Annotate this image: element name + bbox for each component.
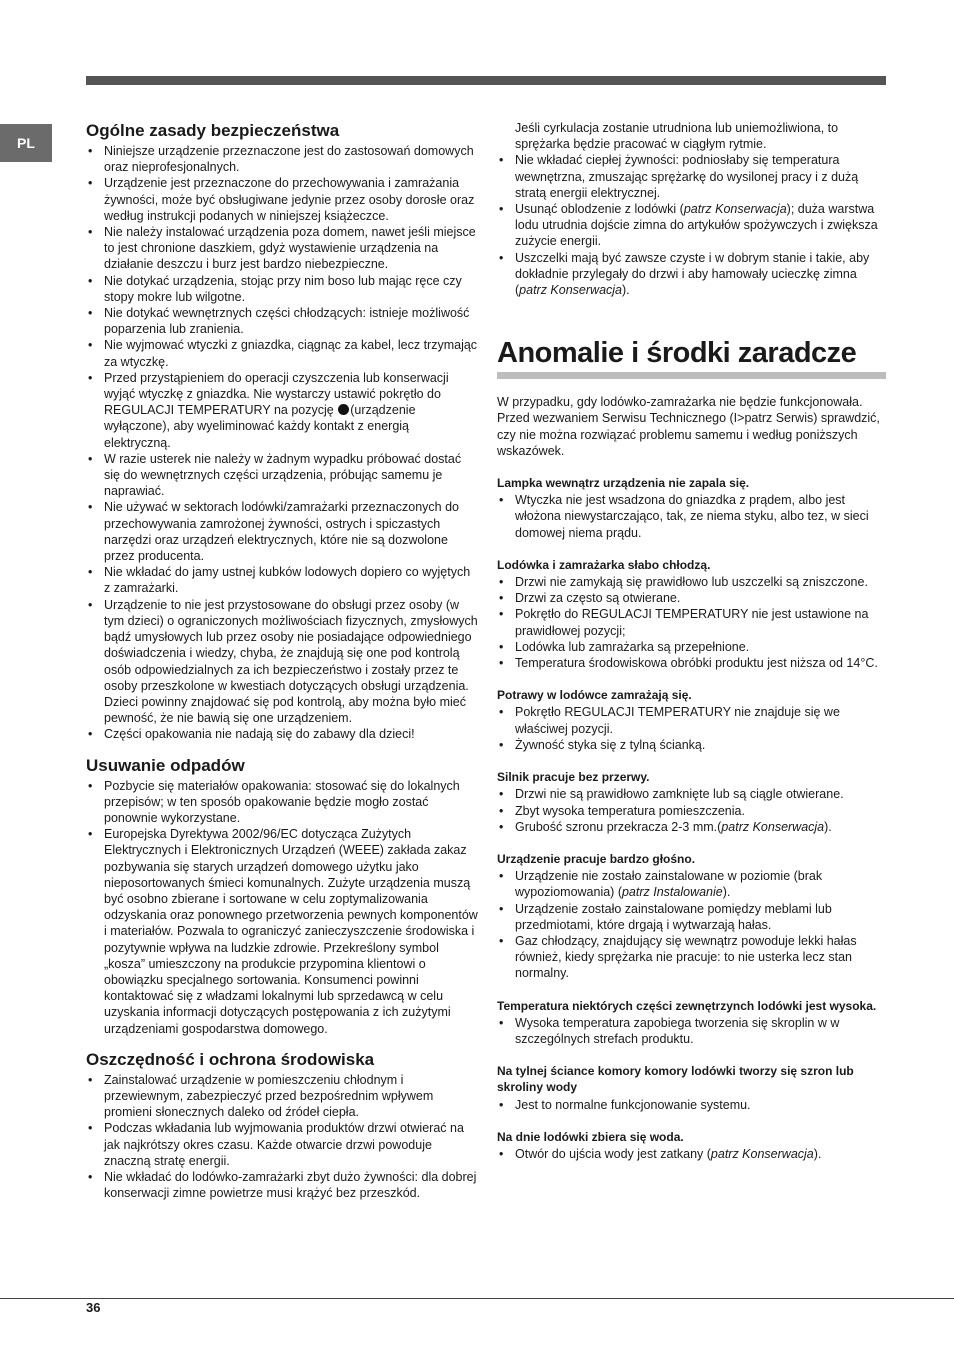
list-item: • Żywność styka się z tylną ścianką. [497, 737, 886, 753]
list-item-text: Uszczelki mają być zawsze czyste i w dobrym stanie i takie, aby dokładnie przylegały do drzwi i aby hamowały ucieczkę zimna ( [515, 250, 870, 298]
list-item [86, 370, 478, 451]
list-item: • Nie wkładać ciepłej żywności: podniosłaby się temperatura wewnętrzna, zmuszając sprężarkę do wysilonej pracy i z dużą stratą energii elektrycznej. [497, 152, 886, 201]
reference-link: patrz Konserwacja [721, 819, 825, 834]
page-title: Anomalie i środki zaradcze [497, 337, 857, 370]
list-item-text: ); duża warstwa lodu utrudnia dojście zimna do artykułów spożywczych i zwiększa zużycie energii. [515, 202, 878, 249]
reference-link: patrz Konserwacja [519, 283, 622, 298]
reference-link: patrz Konserwacja [710, 1146, 814, 1161]
list-item: • W razie usterek nie należy w żadnym wypadku próbować dostać się do wewnętrznych części urządzenia, próbując samemu je naprawiać. [86, 451, 478, 500]
list-item: • Nie dotykać wewnętrznych części chłodzących: istnieje możliwość poparzenia lub zranienia. [86, 305, 478, 337]
list-item: • Gaz chłodzący, znajdujący się wewnątrz powoduje lekki hałas również, kiedy sprężarka nie pracuje: to nie usterka lecz stan normalny. [497, 933, 886, 982]
problem-title: Lodówka i zamrażarka słabo chłodzą. [497, 557, 711, 572]
list-item: • Wysoka temperatura zapobiega tworzenia się skroplin w w szczególnych strefach produktu. [497, 1015, 886, 1047]
list-item-text: ). [813, 1146, 822, 1161]
list-item-text: Grubość szronu przekracza 2-3 mm.( [515, 819, 722, 834]
list-item-text: ). [722, 885, 731, 900]
section-title-economy: Oszczędność i ochrona środowiska [86, 1049, 375, 1069]
list-item: • Wtyczka nie jest wsadzona do gniazdka z prądem, albo jest włożona niewystarczająco, tak, ze niema styku, albo tez, w sieci domowej niema prądu. [497, 492, 886, 541]
economy-list [86, 1072, 478, 1202]
reference-link: patrz Instalowanie [621, 885, 723, 900]
list-item [497, 250, 886, 299]
list-item-text: ). [622, 283, 630, 298]
list-item: • Drzwi nie zamykają się prawidłowo lub uszczelki są zniszczone. [497, 574, 886, 590]
list-item: • Pokrętło REGULACJI TEMPERATURY nie znajduje się we właściwej pozycji. [497, 704, 886, 736]
problem-list [497, 786, 886, 835]
problem-title: Urządzenie pracuje bardzo głośno. [497, 851, 696, 866]
problem-title: Temperatura niektórych części zewnętrzynch lodówki jest wysoka. [497, 998, 877, 1013]
list-item: • Pokrętło do REGULACJI TEMPERATURY nie jest ustawione na prawidłowej pozycji; [497, 606, 886, 638]
knob-off-position-icon [338, 404, 349, 415]
list-item-text: Urządzenie nie zostało zainstalowane w poziomie (brak wypoziomowania) ( [515, 869, 823, 900]
list-item: • Urządzenie to nie jest przystosowane do obsługi przez osoby (w tym dzieci) o ograniczonych możliwościach fizycznych, zmysłowych bądź umysłowych lub przez osoby nie posiadające odpowiedniego doświadczenia i wiedzy, chyba, że znajdują się one pod kontrolą osób odpowiedzialnych za ich bezpieczeństwo i zostały przez te osoby przeszkolone w kwestiach dotyczących obsługi urządzenia. Dzieci powinny znajdować się pod kontrolą, aby można było mieć pewność, że nie bawią się one urządzeniem. [86, 597, 478, 727]
list-item-text: Przed przystąpieniem do operacji czyszczenia lub konserwacji wyjąć wtyczkę z gniazdka. Nie wystarczy ustawić pokrętło do REGULACJI TEMPERATURY na pozycję [104, 370, 449, 418]
list-item: • Jest to normalne funkcjonowanie systemu. [497, 1097, 886, 1113]
waste-list [86, 778, 478, 1037]
list-item: • Nie dotykać urządzenia, stojąc przy nim boso lub mając ręce czy stopy mokre lub wilgotne. [86, 273, 478, 305]
list-item: • Europejska Dyrektywa 2002/96/EC dotycząca Zużytych Elektrycznych i Elektronicznych Urządzeń (WEEE) zakłada zakaz pozbywania się starych urządzeń domowego użytku jako nieposortowanych śmieci komunalnych. Zużyte urządzenia muszą być osobno zbierane i sortowane w celu zoptymalizowania odzyskania oraz ponownego przetworzenia pewnych komponentów i materiałów. Pozwala to ograniczyć zanieczyszczenie środowiska i pozytywnie wpływa na ludzkie zdrowie. Przekreślony symbol „kosza” umieszczony na produkcie przypomina klientowi o obowiązku specjalnego sortowania. Konsumenci powinni kontaktować się z władzami lokalnymi lub sprzedawcą w celu uzyskania informacji dotyczących postępowania z ich zużytymi urządzeniami gospodarstwa domowego. [86, 826, 478, 1037]
language-label: PL [17, 135, 35, 151]
list-item: • Nie wkładać do lodówko-zamrażarki zbyt dużo żywności: dla dobrej konserwacji zimne powietrze musi krążyć bez przeszkód. [86, 1169, 478, 1201]
problem-title: Na dnie lodówki zbiera się woda. [497, 1129, 684, 1144]
problem-list [497, 492, 886, 541]
safety-list [86, 143, 478, 743]
problem-list [497, 868, 886, 981]
list-item [497, 1146, 886, 1162]
list-item: • Zainstalować urządzenie w pomieszczeniu chłodnym i przewiewnym, zabezpieczyć przed bezpośrednim wpływem promieni słonecznych daleko od źródeł ciepła. [86, 1072, 478, 1121]
list-item [497, 868, 886, 900]
header-bar [86, 76, 886, 85]
list-item: • Nie używać w sektorach lodówki/zamrażarki przeznaczonych do przechowywania zamrożonej żywności, ostrych i spiczastych narzędzi oraz urządzeń elektrycznych, które nie są dozwolone przez producenta. [86, 499, 478, 564]
list-item-continuation: Jeśli cyrkulacja zostanie utrudniona lub uniemożliwiona, to sprężarka będzie pracować w ciągłym rytmie. [515, 121, 839, 152]
list-item: • Drzwi za często są otwierane. [497, 590, 886, 606]
problem-list [497, 1146, 886, 1162]
page-number: 36 [86, 1300, 101, 1315]
list-item-text: (urządzenie wyłączone), aby wyeliminować każdy kontakt z energią elektryczną. [104, 403, 416, 450]
list-item: • Podczas wkładania lub wyjmowania produktów drzwi otwierać na jak najkrótszy okres czasu. Każde otwarcie drzwi powoduje znaczną stratę energii. [86, 1120, 478, 1169]
list-item: • Nie wkładać do jamy ustnej kubków lodowych dopiero co wyjętych z zamrażarki. [86, 564, 478, 596]
list-item-text: Usunąć oblodzenie z lodówki ( [515, 202, 684, 217]
section-title-waste: Usuwanie odpadów [86, 755, 245, 775]
problem-list [497, 574, 886, 671]
list-item-text: Otwór do ujścia wody jest zatkany ( [515, 1146, 711, 1161]
problem-list [497, 1097, 886, 1113]
language-tab [0, 124, 52, 162]
economy-list-continued [497, 120, 886, 298]
list-item: • Urządzenie zostało zainstalowane pomiędzy meblami lub przedmiotami, które drgają i wytwarzają hałas. [497, 901, 886, 933]
list-item: • Nie należy instalować urządzenia poza domem, nawet jeśli miejsce to jest chronione daszkiem, gdyż wystawienie urządzenia na działanie deszczu i burz jest bardzo niebezpieczne. [86, 224, 478, 273]
problem-title: Lampka wewnątrz urządzenia nie zapala się. [497, 476, 750, 491]
list-item: • Drzwi nie są prawidłowo zamknięte lub są ciągle otwierane. [497, 786, 886, 802]
right-column [497, 120, 886, 1162]
intro-text: W przypadku, gdy lodówko-zamrażarka nie będzie funkcjonowała. Przed wezwaniem Serwisu Technicznego (I>patrz Serwis) sprawdzić, czy nie można rozwiązać problemu samemu i według poniższych wskazówek. [497, 395, 880, 458]
list-item-text: ). [824, 819, 832, 834]
list-item: • Lodówka lub zamrażarka są przepełnione. [497, 639, 886, 655]
list-item: • Niniejsze urządzenie przeznaczone jest do zastosowań domowych oraz nieprofesjonalnych. [86, 143, 478, 175]
list-item [497, 201, 886, 250]
problem-title: Silnik pracuje bez przerwy. [497, 770, 650, 785]
left-column [86, 120, 478, 1201]
list-item: • Zbyt wysoka temperatura pomieszczenia. [497, 803, 886, 819]
problem-title: Potrawy w lodówce zamrażają się. [497, 688, 692, 703]
list-item: • Części opakowania nie nadają się do zabawy dla dzieci! [86, 726, 478, 742]
title-rule [497, 372, 886, 379]
problem-list [497, 704, 886, 753]
footer-rule [0, 1298, 954, 1299]
list-item: • Urządzenie jest przeznaczone do przechowywania i zamrażania żywności, może być obsługiwane jedynie przez osoby dorosłe oraz według instrukcji podanych w niniejszej książeczce. [86, 175, 478, 224]
list-item [497, 819, 886, 835]
section-title-safety: Ogólne zasady bezpieczeństwa [86, 121, 340, 140]
reference-link: patrz Konserwacja [683, 202, 787, 217]
list-item: • Temperatura środowiskowa obróbki produktu jest niższa od 14°C. [497, 655, 886, 671]
problem-list [497, 1015, 886, 1047]
list-item: • Pozbycie się materiałów opakowania: stosować się do lokalnych przepisów; w ten sposób opakowanie będzie mogło zostać ponownie wykorzystane. [86, 778, 478, 827]
problem-title: Na tylnej ściance komory komory lodówki tworzy się szron lub skroliny wody [497, 1064, 854, 1095]
list-item: • Nie wyjmować wtyczki z gniazdka, ciągnąc za kabel, lecz trzymając za wtyczkę. [86, 337, 478, 369]
